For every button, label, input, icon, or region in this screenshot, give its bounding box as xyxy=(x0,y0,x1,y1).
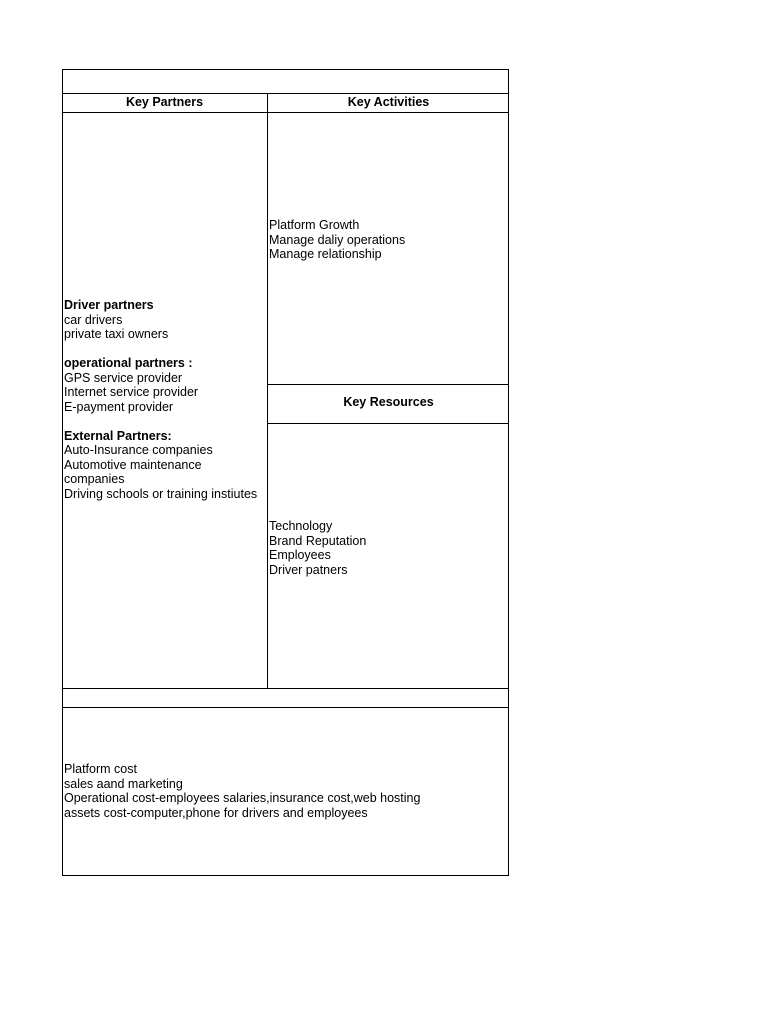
driver-partners-heading: Driver partners xyxy=(64,298,154,312)
divider-activities-resources-bottom xyxy=(267,423,509,424)
key-activities-header: Key Activities xyxy=(347,95,430,109)
key-partners-header: Key Partners xyxy=(125,95,204,109)
key-partners-content xyxy=(64,298,257,501)
list-item: E-payment provider xyxy=(64,399,174,414)
list-item: private taxi owners xyxy=(64,327,169,341)
key-resources-header: Key Resources xyxy=(343,395,434,409)
list-item: Platform cost xyxy=(64,762,137,776)
divider-cost-header-bottom xyxy=(62,707,509,708)
list-item: Auto-Insurance companies xyxy=(64,443,213,457)
list-item: sales aand marketing xyxy=(64,776,183,791)
key-activities-content xyxy=(269,218,405,262)
list-item: Operational cost-employees salaries,insurance cost,web hosting xyxy=(64,791,421,805)
list-item: Technology xyxy=(269,519,333,533)
list-item: companies xyxy=(64,472,125,486)
divider-header-row xyxy=(62,112,509,113)
spacer xyxy=(64,342,257,357)
list-item: Brand Reputation xyxy=(269,533,367,548)
list-item: Employees xyxy=(269,548,331,562)
external-partners-heading: External Partners: xyxy=(64,428,172,443)
list-item: Driver patners xyxy=(269,562,348,577)
list-item: Manage daliy operations xyxy=(269,232,406,247)
divider-cost-header-top xyxy=(62,688,509,689)
divider-activities-resources-top xyxy=(267,384,509,385)
spacer xyxy=(64,414,257,429)
operational-partners-heading: operational partners : xyxy=(64,356,193,370)
list-item: Platform Growth xyxy=(269,218,360,232)
cost-structure-content xyxy=(64,762,420,820)
list-item: Manage relationship xyxy=(269,247,382,261)
list-item: Automotive maintenance xyxy=(64,457,202,472)
list-item: Internet service provider xyxy=(64,385,199,399)
key-resources-content xyxy=(269,519,366,577)
list-item: assets cost-computer,phone for drivers and employees xyxy=(64,805,368,820)
list-item: Driving schools or training instiutes xyxy=(64,486,258,501)
divider-partners-activities xyxy=(267,93,268,688)
list-item: car drivers xyxy=(64,312,123,327)
list-item: GPS service provider xyxy=(64,370,183,385)
